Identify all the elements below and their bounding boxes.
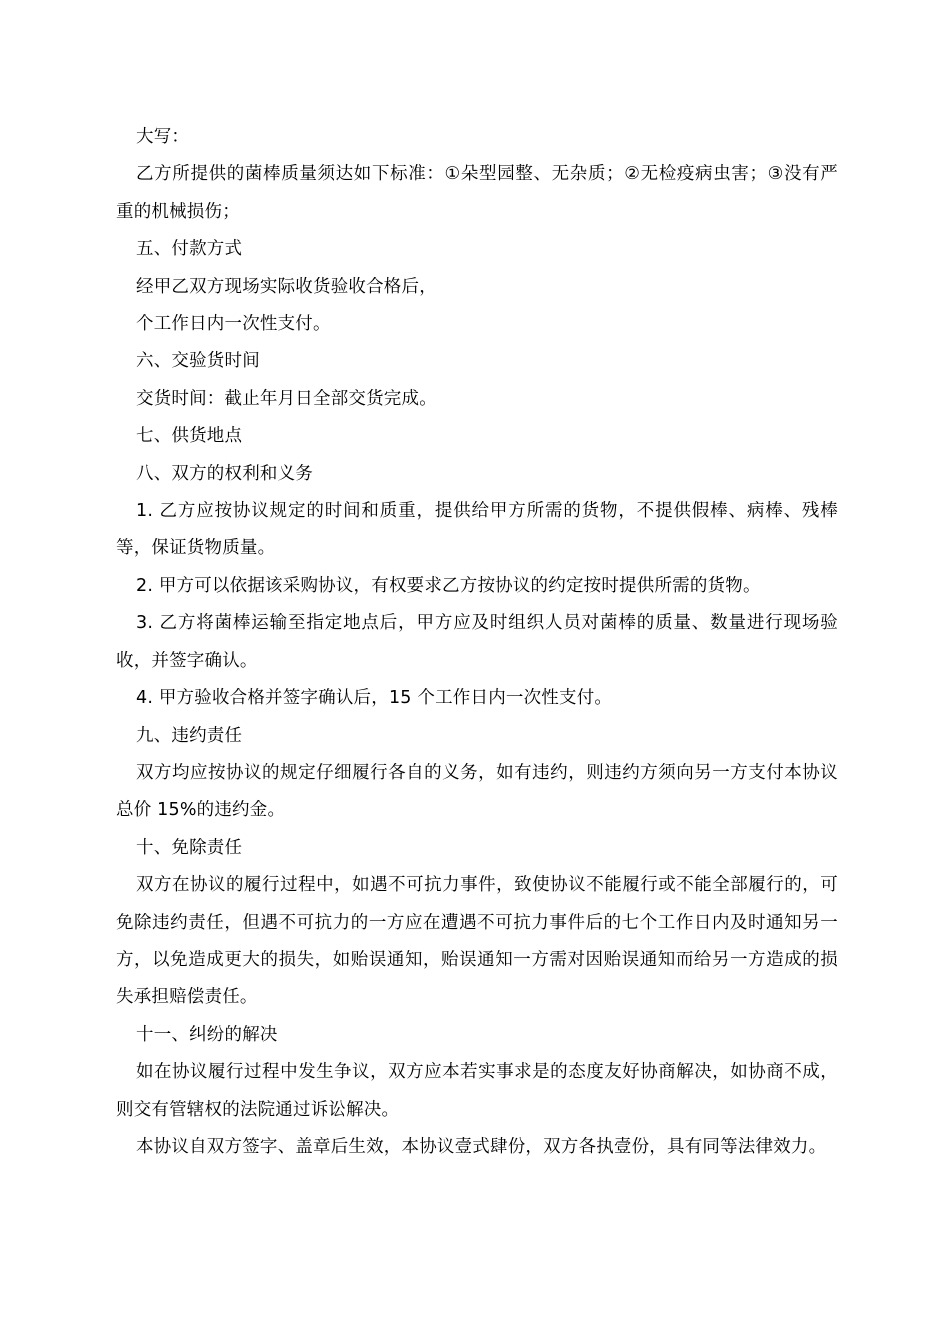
paragraph-exemption: 双方在协议的履行过程中，如遇不可抗力事件，致使协议不能履行或不能全部履行的，可免除违约责任，但遇不可抗力的一方应在遭遇不可抗力事件后的七个工作日内及时通知另一方，以免造成更大的损失，如贻误通知，贻误通知一方需对因贻误通知而给另一方造成的损失承担赔偿责任。	[116, 875, 838, 1008]
section-heading-dispute: 十一、纠纷的解决	[136, 1024, 278, 1045]
section-heading-exemption: 十、免除责任	[136, 837, 243, 858]
paragraph-liability: 双方均应按协议的规定仔细履行各自的义务，如有违约，则违约方须向另一方支付本协议总价 15%的违约金。	[116, 762, 838, 821]
section-heading-payment: 五、付款方式	[136, 239, 243, 260]
paragraph-payment-term: 个工作日内一次性支付。	[136, 314, 331, 335]
section-heading-delivery-time: 六、交验货时间	[136, 351, 260, 372]
paragraph-quality-standard: 乙方所提供的菌棒质量须达如下标准：①朵型园整、无杂质；②无检疫病虫害；③没有严重的机械损伤；	[116, 164, 838, 222]
clause-item-2: 2. 甲方可以依据该采购协议，有权要求乙方按协议的约定按时提供所需的货物。	[136, 575, 761, 596]
section-heading-delivery-location: 七、供货地点	[136, 426, 243, 447]
section-heading-rights-obligations: 八、双方的权利和义务	[136, 463, 313, 484]
clause-item-3: 3. 乙方将菌棒运输至指定地点后，甲方应及时组织人员对菌棒的质量、数量进行现场验收，并签字确认。	[116, 613, 838, 671]
paragraph-delivery-time: 交货时间：截止年月日全部交货完成。	[136, 388, 437, 409]
paragraph-dispute: 如在协议履行过程中发生争议，双方应本若实事求是的态度友好协商解决，如协商不成，则交有管辖权的法院通过诉讼解决。	[116, 1062, 838, 1120]
paragraph-capital-amount: 大写：	[136, 127, 190, 147]
document-body	[116, 119, 838, 1166]
clause-item-4: 4. 甲方验收合格并签字确认后，15 个工作日内一次性支付。	[136, 688, 613, 709]
paragraph-payment-condition: 经甲乙双方现场实际收货验收合格后，	[136, 276, 437, 297]
clause-item-1: 1. 乙方应按协议规定的时间和质重，提供给甲方所需的货物，不提供假棒、病棒、残棒等，保证货物质量。	[116, 501, 838, 559]
section-heading-liability: 九、违约责任	[136, 725, 243, 746]
paragraph-effectiveness: 本协议自双方签字、盖章后生效，本协议壹式肆份，双方各执壹份，具有同等法律效力。	[136, 1136, 827, 1157]
